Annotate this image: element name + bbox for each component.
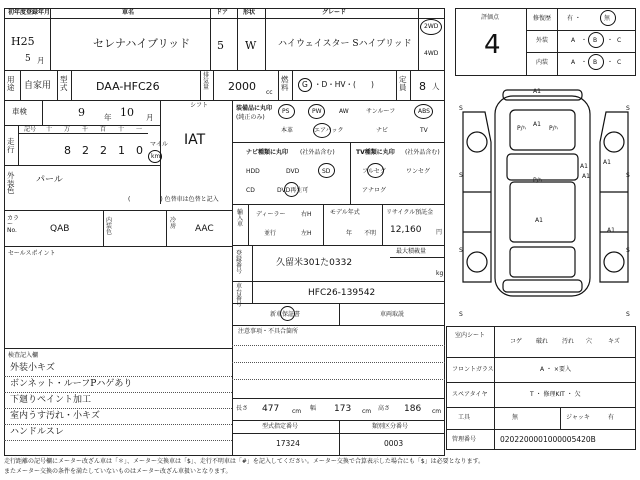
damage-mark: P/ﾊ <box>517 125 526 132</box>
damage-mark: A1 <box>607 227 615 234</box>
model-year-unit: 年 <box>346 230 353 237</box>
col-divider <box>292 70 293 100</box>
inspector-note-line: 室内うす汚れ・小キズ <box>10 411 100 421</box>
damage-mark: A1 <box>582 173 590 180</box>
inspection-year: 9 <box>78 106 85 119</box>
col-divider <box>50 8 51 70</box>
damage-mark: A1 <box>533 88 541 95</box>
new-warranty: 新車保証書 <box>270 311 301 318</box>
mileage-digit: 2 <box>100 144 107 157</box>
exterior-label: 外装色 <box>7 171 15 195</box>
first-reg-month: 5 <box>25 54 31 64</box>
damage-mark: A1 <box>535 217 543 224</box>
rule-line <box>232 379 445 380</box>
recycle-yen: 円 <box>436 229 443 236</box>
width-value: 173 <box>334 404 352 414</box>
equipment-sub: (純正のみ) <box>236 114 265 121</box>
footer-line1: 走行距離の記号欄にメーター改ざん車は「＊」、メーター交換車は「$」、走行不明車は「#」を記入してください。メーター交換で合算表示した場合にも「$」は必要となります。 <box>4 458 485 465</box>
int-sep2: ・ <box>607 59 614 66</box>
row-divider <box>4 165 160 166</box>
left-front-wheel <box>467 132 487 152</box>
mileage-digit-header: 万 <box>64 126 71 133</box>
left-side-outline <box>463 112 491 282</box>
col-divider <box>396 70 397 100</box>
int-a: A <box>571 59 576 66</box>
row-divider <box>232 325 445 326</box>
equip-aw: AW <box>339 108 349 115</box>
col-divider <box>526 8 527 76</box>
use-label: 用途 <box>7 75 15 92</box>
mile-label: マイル <box>150 141 168 148</box>
col-divider <box>103 210 104 246</box>
navi-sd: SD <box>322 168 331 175</box>
capacity-unit: 人 <box>432 82 440 91</box>
length-cm: cm <box>292 408 302 415</box>
score-value: 4 <box>484 30 501 60</box>
registration-label: 登録番号 <box>236 250 243 275</box>
rear-glass-outline <box>510 247 575 277</box>
inspector-label: 検査記入欄 <box>8 352 39 359</box>
first-reg-label: 初年度登録年月 <box>8 9 51 16</box>
model-cert-label: 型式指定番号 <box>262 423 299 430</box>
length-value: 477 <box>262 404 280 414</box>
capacity-value: 8 <box>419 80 426 93</box>
right-rear-wheel <box>604 252 624 272</box>
col-divider <box>248 204 249 245</box>
cc-unit: cc <box>266 89 273 96</box>
col-divider <box>18 125 19 165</box>
int-b: B <box>593 59 598 66</box>
inspector-note-line: ハンドルスレ <box>10 427 64 437</box>
recycle-value: 12,160 <box>390 225 422 235</box>
fuel-label: 燃料 <box>281 75 289 92</box>
inspection-label: 車検 <box>12 107 27 116</box>
col-divider <box>494 326 495 450</box>
registration-value: 久留米301た0332 <box>276 258 353 268</box>
right-side-outline <box>600 112 628 282</box>
col-divider <box>557 8 558 76</box>
col-divider <box>57 70 58 100</box>
shape-value: W <box>245 39 257 52</box>
max-load-kg: kg <box>436 270 444 277</box>
cooler-label: 冷房 <box>170 217 177 230</box>
col-divider <box>20 70 21 100</box>
row-divider <box>232 142 445 143</box>
corner-mark: S <box>626 311 630 318</box>
rule-line <box>4 392 232 393</box>
grade-label: グレード <box>322 9 347 16</box>
rule-line <box>232 345 445 346</box>
type-label: 型式 <box>60 75 68 92</box>
col-divider <box>339 303 340 325</box>
import-label: 輸入車 <box>237 209 244 228</box>
chassis-label: 車台番号 <box>236 283 243 308</box>
interior-color-label: 内装色 <box>106 217 113 236</box>
spare-options: T ・ 修理KIT ・ 欠 <box>530 391 581 398</box>
equip-navi: ナビ <box>376 127 389 134</box>
rule-line <box>4 424 232 425</box>
int-c: C <box>617 59 622 66</box>
mileage-digit-header: 一 <box>136 126 143 133</box>
interior-sheet-option: コゲ <box>510 338 523 345</box>
row-divider <box>390 257 445 258</box>
tools-label: 工具 <box>458 414 471 421</box>
row-divider <box>526 52 636 53</box>
import-left: 左H <box>301 230 312 237</box>
height-cm: cm <box>432 408 442 415</box>
equip-tv: TV <box>420 127 428 134</box>
row-divider <box>4 210 232 211</box>
navi-dvd: DVD <box>286 168 300 175</box>
corner-mark: S <box>459 247 463 254</box>
repair-selected: 無 <box>604 15 611 22</box>
mileage-digit: 0 <box>136 144 143 157</box>
row-divider <box>4 348 232 349</box>
repair-label: 修復歴 <box>533 15 552 22</box>
rule-line <box>4 408 232 409</box>
width-cm: cm <box>362 408 372 415</box>
km-label: km <box>151 153 161 160</box>
interior-sheet-option: 破れ <box>536 338 549 345</box>
month-unit: 月 <box>37 56 45 65</box>
corner-mark: S <box>459 172 463 179</box>
equip-leather: 本革 <box>281 127 294 134</box>
model-label: 車名 <box>122 9 135 16</box>
corner-mark: S <box>626 172 630 179</box>
row-divider <box>232 398 445 399</box>
header-divider <box>4 18 445 19</box>
corner-mark: S <box>459 311 463 318</box>
interior-grade-label: 内装 <box>536 59 549 66</box>
col-divider <box>418 8 419 70</box>
mileage-digit-header: 十 <box>118 126 125 133</box>
equipment-label: 装備品に丸印 <box>236 105 273 112</box>
mileage-digit-header: 十 <box>46 126 53 133</box>
sales-point-label: セールスポイント <box>8 250 56 257</box>
col-divider <box>166 210 167 246</box>
inspector-note-line: 外装小キズ <box>10 363 55 373</box>
rule-line <box>232 362 445 363</box>
shift-label: シフト <box>190 102 209 109</box>
col-divider <box>71 70 72 100</box>
chassis-value: HFC26-139542 <box>308 288 376 298</box>
category-value: 0003 <box>384 439 404 448</box>
row-divider <box>446 357 636 358</box>
manual: 車両取説 <box>380 311 405 318</box>
use-value: 自家用 <box>24 81 52 91</box>
exterior-note: ( ) 色替車は色替と記入 <box>128 196 219 203</box>
tv-fullseg: フルセグ <box>362 168 386 175</box>
tv-oneseg: ワンセグ <box>406 168 431 175</box>
model-year-label: モデル年式 <box>330 209 360 216</box>
repair-options: 有 ・ <box>567 15 581 22</box>
recycle-label: リサイクル預託金 <box>386 209 434 216</box>
color-code-label: カラー No. <box>7 215 20 234</box>
left-rear-wheel <box>467 252 487 272</box>
col-divider <box>213 70 214 100</box>
interior-sheet-option: 穴 <box>586 338 593 345</box>
navi-hdd: HDD <box>246 168 260 175</box>
first-reg-year: H25 <box>11 35 35 48</box>
navi-cd: CD <box>246 187 255 194</box>
windshield-outline <box>507 154 578 180</box>
damage-mark: A1 <box>603 159 611 166</box>
damage-mark: P/ﾊ <box>533 177 542 184</box>
exterior-grade-label: 外装 <box>536 37 549 44</box>
shift-value: IAT <box>184 132 206 148</box>
col-divider <box>200 70 201 100</box>
col-divider <box>265 8 266 70</box>
col-divider <box>560 407 561 429</box>
interior-sheet-option: 汚れ <box>562 338 575 345</box>
displacement-value: 2000 <box>228 80 256 93</box>
inspector-note-line: ボンネット・ルーフPハゲあり <box>10 379 133 389</box>
car-diagram <box>455 82 636 322</box>
row-divider <box>526 30 636 31</box>
grade-value: ハイウェイスター Sハイブリッド <box>278 39 412 49</box>
rule-line <box>4 376 232 377</box>
windshield-options: A ・ ×要入 <box>540 366 571 373</box>
equip-abs: ABS <box>418 108 430 115</box>
corner-mark: S <box>626 105 630 112</box>
col-divider <box>410 70 411 100</box>
roof-outline <box>510 182 575 242</box>
row-divider <box>232 281 445 282</box>
navi-label: ナビ種類に丸印 <box>246 149 289 156</box>
col-divider <box>350 142 351 204</box>
ext-b: B <box>593 37 598 44</box>
corner-mark: S <box>626 247 630 254</box>
ext-sep1: ・ <box>581 37 588 44</box>
col-divider <box>339 420 340 456</box>
jack-value: 有 <box>608 414 615 421</box>
capacity-label: 定員 <box>399 75 407 92</box>
tv-analog: アナログ <box>362 187 387 194</box>
row-divider <box>446 429 636 430</box>
damage-mark: A1 <box>533 121 541 128</box>
front-bumper-outline <box>503 90 582 100</box>
equip-sunroof: サンルーフ <box>366 108 396 115</box>
col-divider <box>278 70 279 100</box>
import-right: 右H <box>301 211 312 218</box>
mileage-digit-header: 千 <box>82 126 89 133</box>
attention-label: 注意事項・不具合箇所 <box>238 328 299 335</box>
inspection-month-unit: 月 <box>146 113 154 122</box>
jack-label: ジャッキ <box>566 414 590 421</box>
mileage-label: 走行 <box>7 137 15 154</box>
management-label: 管理番号 <box>452 436 477 443</box>
exterior-color: パール <box>36 175 63 185</box>
drive-2wd: 2WD <box>424 23 439 30</box>
windshield-label: フロントガラス <box>452 366 494 373</box>
score-label: 評価点 <box>481 14 500 21</box>
width-label: 幅 <box>310 405 317 412</box>
ext-a: A <box>571 37 576 44</box>
tools-value: 無 <box>512 414 519 421</box>
tv-sub: (社外品含む) <box>405 149 440 156</box>
model-year-value: 不明 <box>364 230 377 237</box>
shape-label: 形状 <box>243 9 256 16</box>
col-divider <box>252 245 253 303</box>
row-divider <box>446 407 636 408</box>
ext-c: C <box>617 37 622 44</box>
height-label: 高さ <box>378 405 391 412</box>
fuel-other: ・D・HV・( ) <box>314 80 374 89</box>
row-divider <box>446 382 636 383</box>
mileage-digit-header: 記号 <box>24 126 37 133</box>
row-divider <box>18 133 148 134</box>
rule-line <box>4 440 232 441</box>
damage-mark: P/ﾊ <box>549 125 558 132</box>
equip-pw: PW <box>312 108 322 115</box>
row2-bottom <box>4 100 445 101</box>
fuel-g: G <box>302 80 308 89</box>
damage-mark: A1 <box>580 163 588 170</box>
equip-ps: PS <box>282 108 290 115</box>
length-label: 長さ <box>236 405 249 412</box>
drive-4wd: 4WD <box>424 50 439 57</box>
col-divider <box>42 100 43 125</box>
mileage-digit-header: 百 <box>100 126 107 133</box>
equip-airbag: エアバック <box>314 127 344 134</box>
col-divider <box>323 204 324 245</box>
inspection-year-unit: 年 <box>104 113 112 122</box>
management-value: 0202200001000005420B <box>500 435 596 444</box>
spare-label: スペアタイヤ <box>452 391 488 398</box>
inspector-note-line: 下廻りペイント加工 <box>10 395 92 405</box>
ext-sep2: ・ <box>607 37 614 44</box>
interior-sheet-option: キズ <box>608 338 620 345</box>
max-load-label: 最大積載量 <box>396 248 427 255</box>
col-divider <box>210 8 211 70</box>
import-dealer: ディーラー <box>256 211 286 218</box>
navi-sub: (社外品含む) <box>300 149 335 156</box>
door-count: 5 <box>217 39 224 52</box>
mileage-digit: 1 <box>118 144 125 157</box>
mileage-digit: 8 <box>64 144 71 157</box>
corner-mark: S <box>459 105 463 112</box>
model-cert-value: 17324 <box>276 439 300 448</box>
navi-dvd-play: DVD再生可 <box>277 187 309 194</box>
row-divider <box>232 245 445 246</box>
row-divider <box>4 246 232 247</box>
door-label: ドア <box>216 9 228 16</box>
displacement-label: 排気量 <box>203 72 210 91</box>
inspection-month: 10 <box>120 106 134 119</box>
mileage-digit: 2 <box>82 144 89 157</box>
int-sep1: ・ <box>581 59 588 66</box>
col-divider <box>232 100 233 456</box>
right-front-wheel <box>604 132 624 152</box>
type-value: DAA-HFC26 <box>96 80 160 93</box>
height-value: 186 <box>404 404 422 414</box>
rear-bumper-outline <box>503 280 582 292</box>
car-body-outline <box>495 96 590 296</box>
model-name: セレナハイブリッド <box>93 37 191 50</box>
interior-sheet-label: 室内シート <box>455 332 486 339</box>
footer-line2: またメーター交換の条件を満たしていないものはメーター改ざん車扱いとなります。 <box>4 468 232 475</box>
category-label: 類別区分番号 <box>372 423 409 430</box>
import-parallel: 並行 <box>264 230 277 237</box>
color-code-value: QAB <box>50 224 70 234</box>
cooler-value: AAC <box>195 224 214 234</box>
col-divider <box>382 204 383 245</box>
col-divider <box>237 8 238 70</box>
row-divider <box>232 204 445 205</box>
tv-label: TV種類に丸印 <box>356 149 395 156</box>
